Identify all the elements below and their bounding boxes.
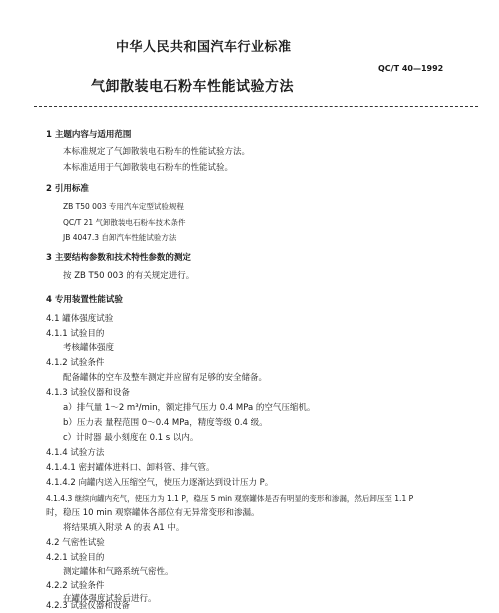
section-2-heading: 2 引用标准 xyxy=(46,184,89,194)
section-3-heading: 3 主要结构参数和技术特性参数的测定 xyxy=(46,253,191,263)
text-line: 测定罐体和气路系统气密性。 xyxy=(63,567,174,577)
text-line: 4.1.4 试验方法 xyxy=(46,448,105,458)
text-line: 4.2 气密性试验 xyxy=(46,538,105,548)
text-line: 本标准规定了气卸散装电石粉车的性能试验方法。 xyxy=(63,147,251,157)
text-line: 将结果填入附录 A 的表 A1 中。 xyxy=(63,523,185,533)
text-line: ZB T50 003 专用汽车定型试验规程 xyxy=(63,202,184,211)
text-line: 4.1.4.2 向罐内送入压缩空气，使压力逐渐达到设计压力 P。 xyxy=(46,478,274,488)
text-line: QC/T 21 气卸散装电石粉车技术条件 xyxy=(63,218,186,227)
standard-code: QC/T 40—1992 xyxy=(378,64,444,73)
header-rule xyxy=(34,106,478,107)
text-line: 4.2.1 试验目的 xyxy=(46,553,105,563)
text-line: 4.1.3 试验仪器和设备 xyxy=(46,388,130,398)
text-line: b）压力表 量程范围 0～0.4 MPa，精度等级 0.4 级。 xyxy=(63,418,268,428)
text-line: 按 ZB T50 003 的有关规定进行。 xyxy=(63,271,195,281)
text-line: JB 4047.3 自卸汽车性能试验方法 xyxy=(63,233,177,242)
text-line: 时，稳压 10 min 观察罐体各部位有无异常变形和渗漏。 xyxy=(46,508,260,518)
text-line: a）排气量 1～2 m³/min，额定排气压力 0.4 MPa 的空气压缩机。 xyxy=(63,403,316,413)
text-line: 4.1.1 试验目的 xyxy=(46,329,105,339)
text-line: 4.1.4.3 继续向罐内充气，使压力为 1.1 P，稳压 5 min 观察罐体是否有明显的变形和渗漏，然后卸压至 1.1 P xyxy=(46,494,414,503)
text-line: 考核罐体强度 xyxy=(63,343,115,353)
section-4-heading: 4 专用装置性能试验 xyxy=(46,295,123,305)
text-line: 4.1.4.1 密封罐体进料口、卸料管、排气管。 xyxy=(46,463,215,473)
text-line: 4.1.2 试验条件 xyxy=(46,358,105,368)
text-line: 4.1 罐体强度试验 xyxy=(46,314,114,324)
text-line: 配备罐体的空车及整车测定并应留有足够的安全储备。 xyxy=(63,373,268,383)
text-line: 在罐体强度试验后进行。 xyxy=(63,594,157,604)
document-title: 气卸散装电石粉车性能试验方法 xyxy=(91,79,294,95)
text-line: 4.2.2 试验条件 xyxy=(46,581,105,591)
text-line: 本标准适用于气卸散装电石粉车的性能试验。 xyxy=(63,163,234,173)
text-line: 4.2.3 试验仪器和设备 xyxy=(46,601,130,611)
standard-title: 中华人民共和国汽车行业标准 xyxy=(116,40,292,55)
text-line: c）计时器 最小刻度在 0.1 s 以内。 xyxy=(63,433,199,443)
section-1-heading: 1 主题内容与适用范围 xyxy=(46,130,132,140)
